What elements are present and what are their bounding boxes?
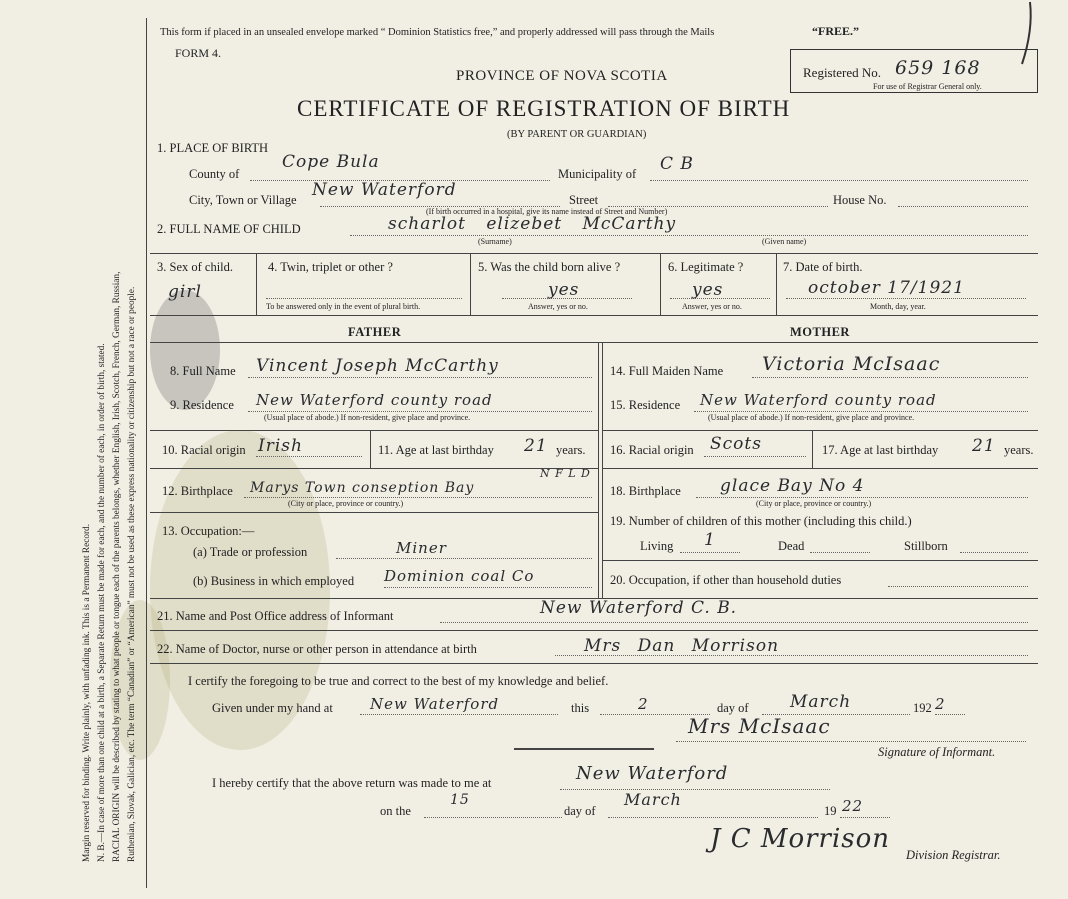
- alive-label: 5. Was the child born alive ?: [478, 260, 621, 274]
- father-heading: FATHER: [348, 325, 402, 339]
- side-note-racial-origin: RACIAL ORIGIN will be described by stating to what people or tongue each of the parents belongs, whether English, Irish, Scotch, French, German, Russian,: [112, 271, 122, 862]
- registrar-month-line: [608, 817, 818, 818]
- rule: [602, 430, 1038, 431]
- rule: [256, 253, 257, 315]
- county-label: County of: [189, 167, 240, 181]
- mother-name-label: 14. Full Maiden Name: [610, 364, 724, 378]
- mother-occupation-label: 20. Occupation, if other than household duties: [610, 573, 842, 587]
- municipality-line: [650, 180, 1028, 181]
- twin-label: 4. Twin, triplet or other ?: [268, 260, 393, 274]
- father-age-value: 21: [524, 436, 548, 456]
- registrar-day-of-label: day of: [564, 804, 596, 818]
- registrar-month-value: March: [624, 790, 682, 809]
- mother-residence-label: 15. Residence: [610, 398, 681, 412]
- rule: [150, 512, 598, 513]
- father-birthplace-note: (City or place, province or country.): [288, 499, 404, 508]
- mother-racial-label: 16. Racial origin: [610, 443, 694, 457]
- living-label: Living: [640, 539, 674, 553]
- rule: [776, 253, 777, 315]
- hospital-note: (If birth occurred in a hospital, give its name instead of Street and Number): [426, 207, 668, 216]
- informant-line: [440, 622, 1028, 623]
- father-racial-label: 10. Racial origin: [162, 443, 246, 457]
- province-heading: PROVINCE OF NOVA SCOTIA: [456, 68, 668, 84]
- registrar-signature-caption: Division Registrar.: [906, 848, 1001, 862]
- free-notice: “FREE.”: [812, 24, 860, 38]
- given-day-value: 2: [638, 695, 649, 713]
- mother-age-label: 17. Age at last birthday: [822, 443, 939, 457]
- registration-box: [790, 49, 1038, 93]
- given-year-line: [935, 714, 965, 715]
- separator: [514, 748, 654, 750]
- dead-label: Dead: [778, 539, 805, 553]
- given-month-value: March: [790, 692, 852, 712]
- municipality-label: Municipality of: [558, 167, 637, 181]
- dead-line: [810, 552, 870, 553]
- registrar-place-line: [560, 789, 830, 790]
- informant-label: 21. Name and Post Office address of Informant: [157, 609, 394, 623]
- trade-label: (a) Trade or profession: [193, 545, 308, 559]
- city-value: New Waterford: [312, 180, 457, 200]
- rule: [602, 560, 1038, 561]
- child-name-label: 2. FULL NAME OF CHILD: [157, 222, 301, 236]
- place-of-birth-heading: 1. PLACE OF BIRTH: [157, 141, 269, 155]
- father-racial-line: [256, 456, 362, 457]
- registrar-signature: J C Morrison: [710, 824, 891, 854]
- legitimate-value: yes: [692, 280, 724, 300]
- rule: [150, 430, 598, 431]
- mother-residence-line: [694, 411, 1028, 412]
- mother-name-line: [752, 377, 1028, 378]
- living-line: [680, 552, 740, 553]
- registered-number: 659 168: [895, 57, 981, 79]
- business-line: [384, 587, 592, 588]
- certificate-subtitle: (BY PARENT OR GUARDIAN): [507, 129, 647, 140]
- twin-line: [266, 298, 462, 299]
- rule: [812, 430, 813, 468]
- rule: [150, 342, 1038, 343]
- street-label: Street: [569, 193, 599, 207]
- informant-signature-caption: Signature of Informant.: [878, 745, 996, 759]
- father-name-value: Vincent Joseph McCarthy: [256, 356, 499, 376]
- informant-signature-line: [676, 741, 1026, 742]
- trade-value: Miner: [396, 539, 447, 557]
- on-the-label: on the: [380, 804, 411, 818]
- father-residence-line: [248, 411, 592, 412]
- column-divider: [598, 342, 599, 598]
- stain: [150, 290, 220, 410]
- rule: [150, 253, 1038, 254]
- child-name-line: [350, 235, 1028, 236]
- sex-value: girl: [168, 282, 202, 302]
- given-year-prefix: 192: [913, 701, 932, 715]
- father-residence-label: 9. Residence: [170, 398, 234, 412]
- registrar-year-prefix: 19: [824, 804, 837, 818]
- mother-birthplace-value: glace Bay No 4: [720, 476, 865, 496]
- legitimate-label: 6. Legitimate ?: [668, 260, 744, 274]
- form-number: FORM 4.: [175, 46, 222, 60]
- registrar-day-line: [424, 817, 562, 818]
- father-age-label: 11. Age at last birthday: [378, 443, 494, 457]
- business-label: (b) Business in which employed: [193, 574, 355, 588]
- county-value: Cope Bula: [282, 152, 380, 172]
- alive-value: yes: [548, 280, 580, 300]
- stillborn-label: Stillborn: [904, 539, 948, 553]
- mother-age-value: 21: [972, 436, 996, 456]
- mother-residence-value: New Waterford county road: [700, 391, 937, 409]
- doctor-label: 22. Name of Doctor, nurse or other person in attendance at birth: [157, 642, 477, 656]
- rule: [150, 468, 598, 469]
- mother-name-value: Victoria McIsaac: [762, 353, 941, 375]
- house-label: House No.: [833, 193, 887, 207]
- mother-heading: MOTHER: [790, 325, 850, 339]
- registered-label: Registered No.: [803, 65, 881, 80]
- father-name-line: [248, 377, 592, 378]
- twin-note: To be answered only in the event of plural birth.: [266, 302, 421, 311]
- mother-birthplace-line: [696, 497, 1028, 498]
- registrar-day-value: 15: [450, 792, 470, 808]
- sex-label: 3. Sex of child.: [157, 260, 234, 274]
- occupation-label: 13. Occupation:—: [162, 524, 255, 538]
- mother-years: years.: [1004, 443, 1034, 457]
- rule: [150, 315, 1038, 316]
- mother-racial-line: [704, 456, 806, 457]
- doctor-value: Mrs Dan Morrison: [584, 636, 780, 656]
- rule: [660, 253, 661, 315]
- rule: [602, 468, 1038, 469]
- given-name-caption: (Given name): [762, 237, 807, 246]
- registrar-year-value: 22: [842, 797, 864, 815]
- side-note-nb: N. B.—In case of more than one child at a birth, a Separate Return must be made for each, and the number of each, in order of birth, stated.: [97, 343, 107, 862]
- rule: [150, 663, 1038, 664]
- dob-line: [786, 298, 1026, 299]
- registrar-note: For use of Registrar General only.: [873, 82, 982, 91]
- registrar-statement: I hereby certify that the above return was made to me at: [212, 776, 492, 790]
- registrar-year-line: [840, 817, 890, 818]
- given-year-value: 2: [935, 695, 946, 713]
- legitimate-note: Answer, yes or no.: [682, 302, 742, 311]
- this-label: this: [571, 701, 590, 715]
- father-residence-note: (Usual place of abode.) If non-resident, give place and province.: [264, 413, 471, 422]
- registrar-place-value: New Waterford: [576, 763, 729, 784]
- municipality-value: C B: [660, 154, 694, 174]
- living-value: 1: [704, 530, 716, 550]
- rule: [150, 630, 1038, 631]
- mother-birthplace-label: 18. Birthplace: [610, 484, 681, 498]
- pen-mark: [1008, 0, 1038, 70]
- mail-notice: This form if placed in an unsealed envelope marked “ Dominion Statistics free,” and properly addressed will pass through the Mails: [160, 27, 715, 38]
- side-note-racial-origin-cont: Ruthenian, Slovak, Galician, etc. The term “Canadian” or “American” must not be used as these express nationality or citizenship but not a race or people.: [127, 286, 137, 862]
- given-place-value: New Waterford: [370, 695, 500, 713]
- certificate-title: CERTIFICATE OF REGISTRATION OF BIRTH: [297, 96, 791, 121]
- surname-caption: (Surname): [478, 237, 512, 246]
- dob-value: october 17/1921: [808, 278, 965, 298]
- city-label: City, Town or Village: [189, 193, 297, 207]
- margin-rule: [146, 18, 147, 888]
- given-label: Given under my hand at: [212, 701, 333, 715]
- father-residence-value: New Waterford county road: [256, 391, 493, 409]
- business-value: Dominion coal Co: [384, 567, 535, 585]
- given-day-of-label: day of: [717, 701, 749, 715]
- father-birthplace-label: 12. Birthplace: [162, 484, 233, 498]
- rule: [470, 253, 471, 315]
- mother-racial-value: Scots: [710, 434, 762, 454]
- father-name-label: 8. Full Name: [170, 364, 236, 378]
- alive-note: Answer, yes or no.: [528, 302, 588, 311]
- stillborn-line: [960, 552, 1028, 553]
- rule: [370, 430, 371, 468]
- dob-label: 7. Date of birth.: [783, 260, 863, 274]
- mother-birthplace-note: (City or place, province or country.): [756, 499, 872, 508]
- mother-occupation-line: [888, 586, 1028, 587]
- dob-note: Month, day, year.: [870, 302, 926, 311]
- house-line: [898, 206, 1028, 207]
- trade-line: [336, 558, 592, 559]
- mother-residence-note: (Usual place of abode.) If non-resident, give place and province.: [708, 413, 915, 422]
- father-birthplace-extra: N F L D: [540, 467, 591, 480]
- father-racial-value: Irish: [258, 436, 303, 456]
- father-years: years.: [556, 443, 586, 457]
- child-name-value: scharlot elizebet McCarthy: [388, 214, 677, 234]
- certify-statement: I certify the foregoing to be true and correct to the best of my knowledge and belief.: [188, 674, 609, 688]
- given-place-line: [360, 714, 558, 715]
- informant-value: New Waterford C. B.: [540, 598, 738, 618]
- father-birthplace-value: Marys Town conseption Bay: [250, 480, 475, 496]
- informant-signature: Mrs McIsaac: [688, 714, 831, 738]
- children-count-label: 19. Number of children of this mother (including this child.): [610, 514, 912, 528]
- side-note-binding: Margin reserved for binding. Write plainly, with unfading ink. This is a Permanent Record.: [82, 523, 92, 862]
